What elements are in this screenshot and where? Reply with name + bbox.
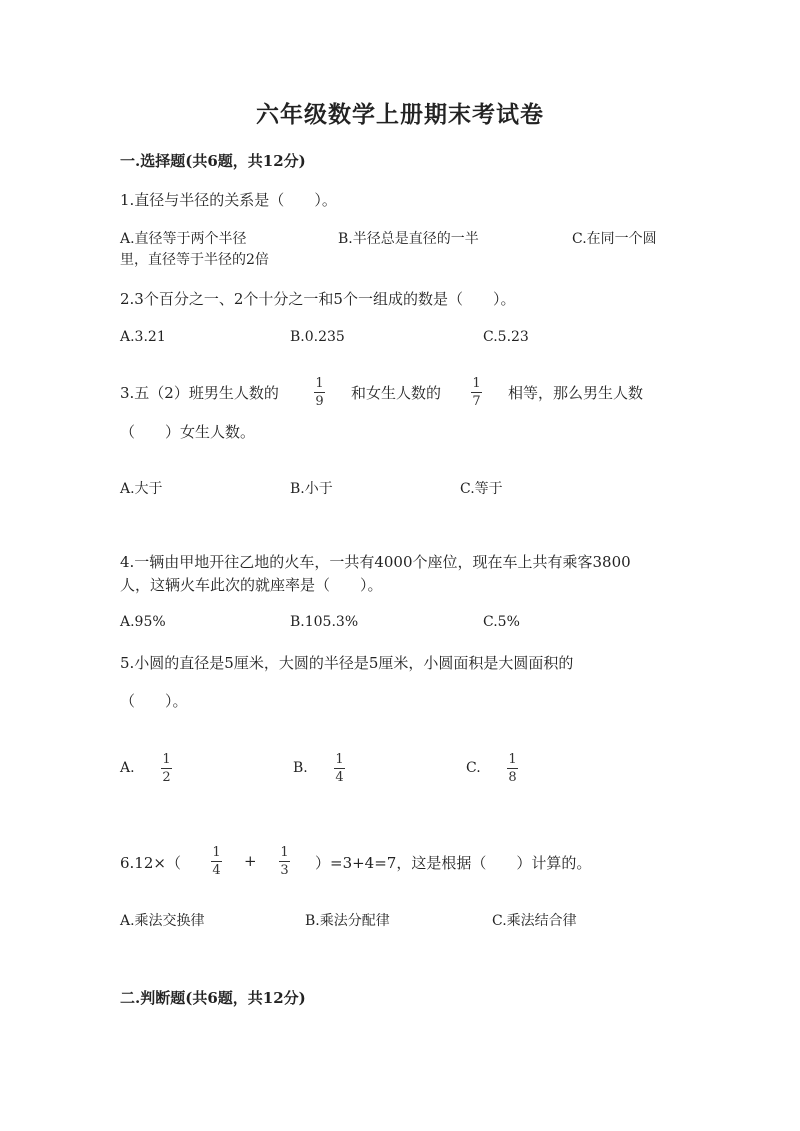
fraction-bar bbox=[471, 392, 482, 393]
question-3-text-line2: （ ）女生人数。 bbox=[120, 423, 256, 441]
question-1-option-c-continued: 里，直径等于半径的2倍 bbox=[120, 252, 269, 268]
question-6-option-b: B.乘法分配律 bbox=[305, 913, 390, 929]
question-3-text-part3: 相等，那么男生人数 bbox=[508, 384, 644, 402]
question-6-text-part2: ）=3+4=7，这是根据（ ）计算的。 bbox=[315, 854, 592, 872]
fraction-denominator: 3 bbox=[280, 863, 289, 878]
question-3-option-a: A.大于 bbox=[120, 481, 163, 497]
question-6-text-part1: 6.12×（ bbox=[120, 854, 181, 872]
question-3-fraction-1 bbox=[314, 376, 325, 409]
question-1-option-b: B.半径总是直径的一半 bbox=[338, 231, 479, 247]
question-5-option-a-label: A. bbox=[120, 760, 135, 776]
question-5-option-b-fraction bbox=[334, 752, 345, 785]
fraction-bar bbox=[507, 768, 518, 769]
fraction-denominator: 4 bbox=[212, 863, 221, 878]
fraction-denominator: 8 bbox=[508, 770, 517, 785]
fraction-denominator: 7 bbox=[472, 394, 481, 409]
question-5-text-line1: 5.小圆的直径是5厘米，大圆的半径是5厘米，小圆面积是大圆面积的 bbox=[120, 654, 574, 672]
question-6-plus-sign: + bbox=[244, 852, 257, 870]
fraction-numerator: 1 bbox=[280, 845, 289, 860]
fraction-numerator: 1 bbox=[212, 845, 221, 860]
question-1-option-c: C.在同一个圆 bbox=[572, 231, 657, 247]
question-3-option-c: C.等于 bbox=[460, 481, 503, 497]
question-4-option-a: A.95% bbox=[120, 614, 166, 630]
fraction-bar bbox=[161, 768, 172, 769]
fraction-numerator: 1 bbox=[508, 752, 517, 767]
fraction-numerator: 1 bbox=[315, 376, 324, 391]
question-2-option-c: C.5.23 bbox=[483, 329, 529, 345]
fraction-denominator: 2 bbox=[162, 770, 171, 785]
question-4-text-line1: 4.一辆由甲地开往乙地的火车，一共有4000个座位，现在车上共有乘客3800 bbox=[120, 553, 631, 571]
section-heading-judgment: 二.判断题(共6题，共12分) bbox=[120, 989, 306, 1007]
question-3-text-part2: 和女生人数的 bbox=[351, 384, 442, 402]
question-5-option-c-fraction bbox=[507, 752, 518, 785]
page-title: 六年级数学上册期末考试卷 bbox=[256, 101, 544, 128]
question-1-option-a: A.直径等于两个半径 bbox=[120, 231, 247, 247]
question-5-option-a-fraction bbox=[161, 752, 172, 785]
fraction-denominator: 4 bbox=[335, 770, 344, 785]
question-1-stem: 1.直径与半径的关系是（ ）。 bbox=[120, 191, 337, 209]
fraction-numerator: 1 bbox=[335, 752, 344, 767]
fraction-numerator: 1 bbox=[472, 376, 481, 391]
question-6-fraction-1 bbox=[211, 845, 222, 878]
question-4-option-b: B.105.3% bbox=[290, 614, 359, 630]
section-heading-choice: 一.选择题(共6题，共12分) bbox=[120, 152, 306, 170]
question-6-option-c: C.乘法结合律 bbox=[492, 913, 577, 929]
question-5-text-line2: （ ）。 bbox=[120, 692, 188, 710]
question-4-text-line2: 人，这辆火车此次的就座率是（ ）。 bbox=[120, 576, 383, 594]
fraction-denominator: 9 bbox=[315, 394, 324, 409]
question-3-option-b: B.小于 bbox=[290, 481, 333, 497]
question-2-option-a: A.3.21 bbox=[120, 329, 166, 345]
fraction-bar bbox=[279, 861, 290, 862]
fraction-numerator: 1 bbox=[162, 752, 171, 767]
fraction-bar bbox=[211, 861, 222, 862]
question-4-option-c: C.5% bbox=[483, 614, 520, 630]
question-3-fraction-2 bbox=[471, 376, 482, 409]
question-2-stem: 2.3个百分之一、2个十分之一和5个一组成的数是（ ）。 bbox=[120, 290, 516, 308]
fraction-bar bbox=[314, 392, 325, 393]
fraction-bar bbox=[334, 768, 345, 769]
question-5-option-c-label: C. bbox=[466, 760, 481, 776]
question-6-fraction-2 bbox=[279, 845, 290, 878]
question-3-text-part1: 3.五（2）班男生人数的 bbox=[120, 384, 279, 402]
question-2-option-b: B.0.235 bbox=[290, 329, 345, 345]
question-6-option-a: A.乘法交换律 bbox=[120, 913, 205, 929]
question-5-option-b-label: B. bbox=[293, 760, 308, 776]
